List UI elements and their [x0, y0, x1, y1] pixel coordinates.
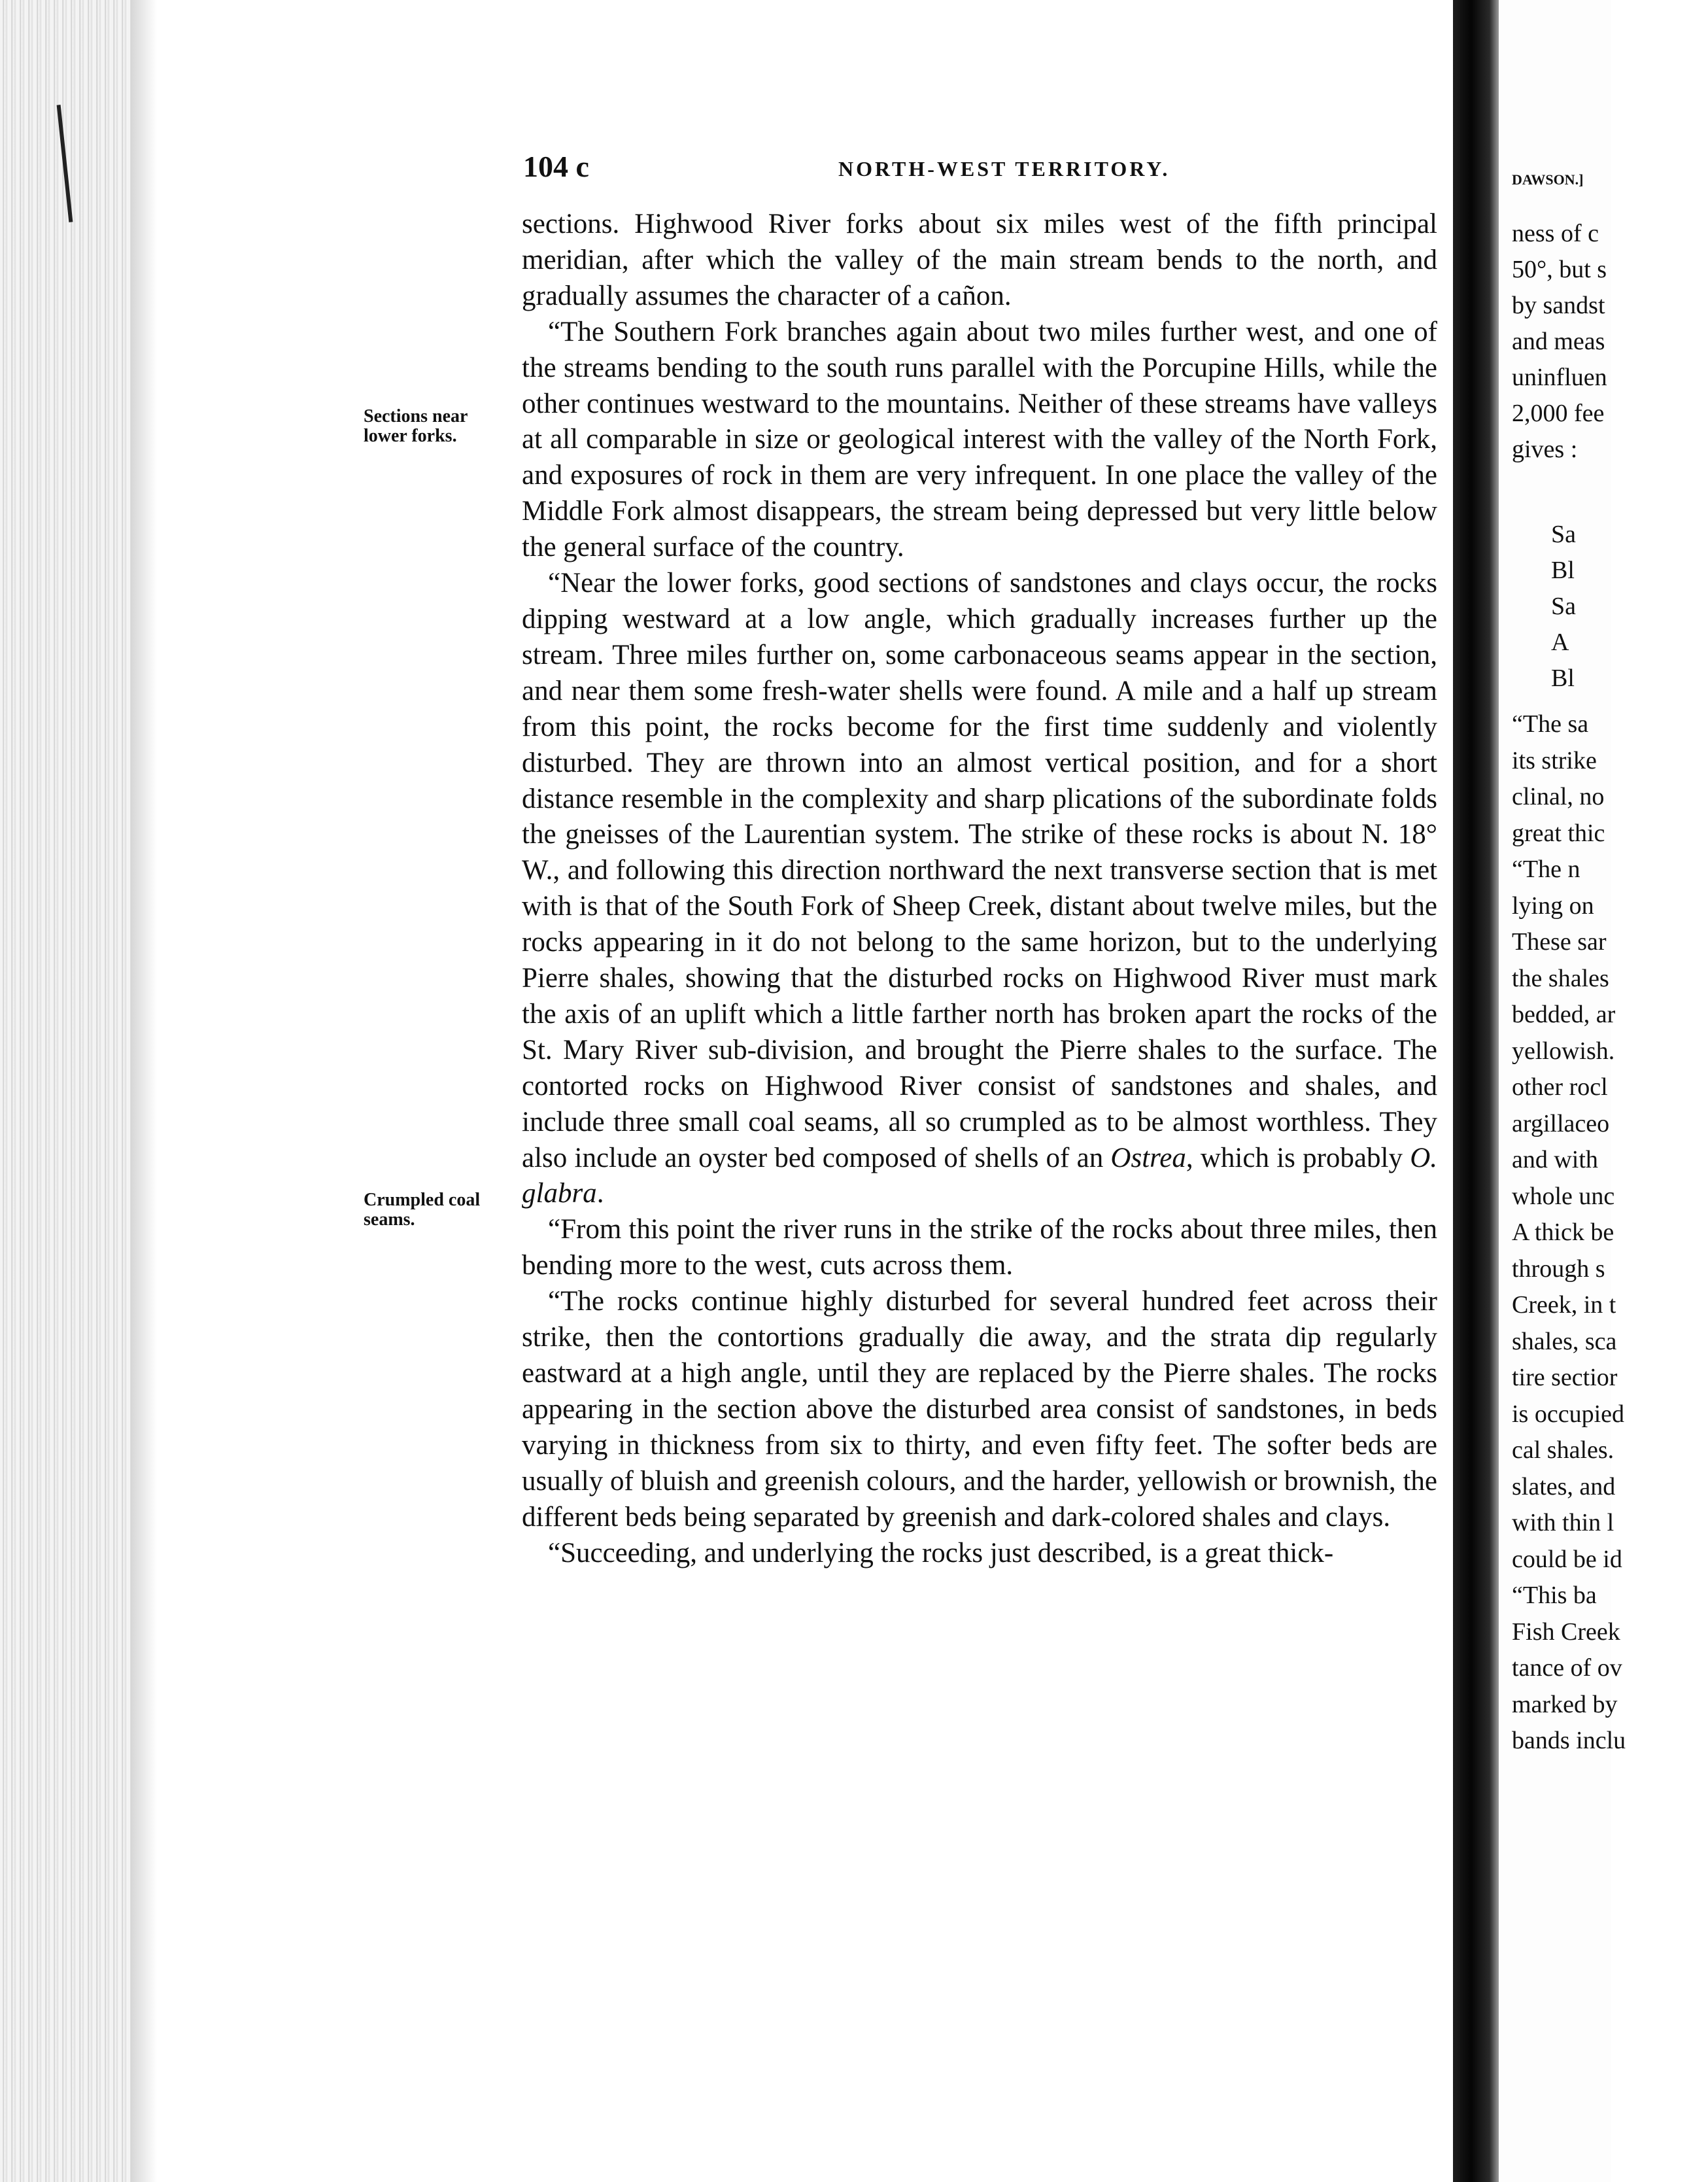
facing-line: 50°, but s [1512, 256, 1607, 283]
facing-page-lines-a [1512, 216, 1708, 468]
running-title: NORTH-WEST TERRITORY. [838, 157, 1170, 181]
book-page-edges [0, 0, 131, 2182]
facing-line: other rocl [1512, 1073, 1608, 1101]
facing-page [1499, 0, 1626, 2182]
margin-note-coal-seams: Crumpled coal seams. [364, 1190, 481, 1230]
facing-line: 2,000 fee [1512, 400, 1605, 427]
facing-line: is occupied [1512, 1400, 1625, 1428]
paragraph-1: sections. Highwood River forks about six miles west of the fifth principal meridian, after which the valley of the main stream bends to the north, and gradually assumes the character of a cañon. [522, 209, 1437, 311]
facing-line: its strike [1512, 746, 1597, 774]
facing-line: cal shales. [1512, 1436, 1614, 1464]
facing-line: and with [1512, 1146, 1598, 1173]
facing-line: whole unc [1512, 1182, 1615, 1210]
facing-line: clinal, no [1512, 783, 1605, 810]
facing-line: the shales [1512, 964, 1609, 992]
species-name: O. glabra [522, 1142, 1437, 1209]
facing-line: “The sa [1512, 710, 1589, 738]
body-text [522, 207, 1437, 1571]
facing-line: through s [1512, 1255, 1605, 1283]
facing-line: gives : [1512, 436, 1578, 463]
genus-name: Ostrea [1110, 1142, 1186, 1173]
facing-line: could be id [1512, 1545, 1622, 1573]
facing-line: uninfluen [1512, 364, 1607, 391]
page-header [523, 149, 1439, 188]
facing-line: “This ba [1512, 1582, 1597, 1609]
page-number: 104 c [523, 150, 589, 183]
facing-line: and meas [1512, 328, 1605, 355]
facing-list-item: A [1551, 629, 1569, 656]
facing-line: great thic [1512, 819, 1605, 847]
facing-line: shales, sca [1512, 1327, 1617, 1355]
facing-list-item: Bl [1551, 665, 1575, 692]
paragraph-6: “Succeeding, and underlying the rocks just described, is a great thick- [548, 1537, 1334, 1568]
facing-line: tance of ov [1512, 1654, 1622, 1682]
facing-page-list [1551, 517, 1576, 697]
facing-line: with thin l [1512, 1509, 1614, 1536]
paragraph-2: “The Southern Fork branches again about two miles further west, and one of the streams bending to the south runs parallel with the Porcupine Hills, while the other continues westward to the mountains. Neither of these streams have valleys at all comparable in size or geological interest with the valley of the North Fork, and exposures of rock in them are very infrequent. In one place the valley of the Middle Fork almost disappears, the stream being depressed but very little below the general surface of the country. [522, 316, 1437, 563]
facing-line: by sandst [1512, 292, 1605, 319]
paragraph-4: “From this point the river runs in the strike of the rocks about three miles, then bending more to the west, cuts across them. [522, 1214, 1437, 1281]
paragraph-3 [522, 566, 1437, 1212]
facing-line: Creek, in t [1512, 1291, 1616, 1319]
paragraph-3-text: “Near the lower forks, good sections of sandstones and clays occur, the rocks dipping westward at a low angle, which gradually increases further up the stream. Three miles further on, some carbonaceous seams appear in the section, and near them some fresh-water shells were found. A mile and a half up stream from this point, the rocks become for the first time suddenly and violently disturbed. They are thrown into an almost vertical position, and for a short distance resemble in the complexity and sharp plications of the subordinate folds the gneisses of the Laurentian system. The strike of these rocks is about N. 18° W., and following this direction northward the next transverse section that is met with is that of the South Fork of Sheep Creek, distant about twelve miles, but the rocks appearing in it do not belong to the same horizon, but to the underlying Pierre shales, showing that the disturbed rocks on Highwood River must mark the axis of an uplift which a little farther north has broken apart the rocks of the St. Mary River sub-division, and brought the Pierre shales to the surface. The contorted rocks on Highwood River consist of sandstones and shales, and include three small coal seams, all so crumpled as to be almost worthless. They also include an oyster bed composed of shells of an [522, 568, 1437, 1173]
facing-line: slates, and [1512, 1472, 1616, 1500]
facing-line: marked by [1512, 1690, 1618, 1718]
facing-line: ness of c [1512, 220, 1599, 247]
paragraph-3-connector: , which is probably [1186, 1142, 1410, 1173]
facing-list-item: Sa [1551, 593, 1576, 620]
page-shadow [131, 0, 157, 2182]
facing-page-lines-b [1512, 706, 1708, 1759]
margin-note-sections: Sections near lower forks. [364, 406, 468, 446]
facing-line: bands inclu [1512, 1727, 1626, 1754]
book-gutter [1453, 0, 1499, 2182]
facing-line: tire sectior [1512, 1364, 1618, 1391]
facing-list-item: Bl [1551, 557, 1575, 584]
facing-line: bedded, ar [1512, 1001, 1616, 1028]
facing-line: lying on [1512, 892, 1594, 920]
facing-line: Fish Creek [1512, 1618, 1620, 1646]
facing-line: argillaceo [1512, 1109, 1610, 1137]
facing-page-header: DAWSON.] [1512, 171, 1584, 188]
facing-line: yellowish. [1512, 1037, 1615, 1065]
facing-line: These sar [1512, 928, 1607, 956]
facing-line: “The n [1512, 856, 1580, 883]
paragraph-5: “The rocks continue highly disturbed for several hundred feet across their strike, then the contortions gradually die away, and the strata dip regularly eastward at a high angle, until they are replaced by the Pierre shales. The rocks appearing in the section above the disturbed area consist of sandstones, in beds varying in thickness from six to thirty, and even fifty feet. The softer beds are usually of bluish and greenish colours, and the harder, yellowish or brownish, the different beds being separated by greenish and dark-colored shales and clays. [522, 1286, 1437, 1533]
paragraph-3-end: . [596, 1178, 604, 1209]
facing-line: A thick be [1512, 1219, 1614, 1246]
facing-list-item: Sa [1551, 521, 1576, 548]
